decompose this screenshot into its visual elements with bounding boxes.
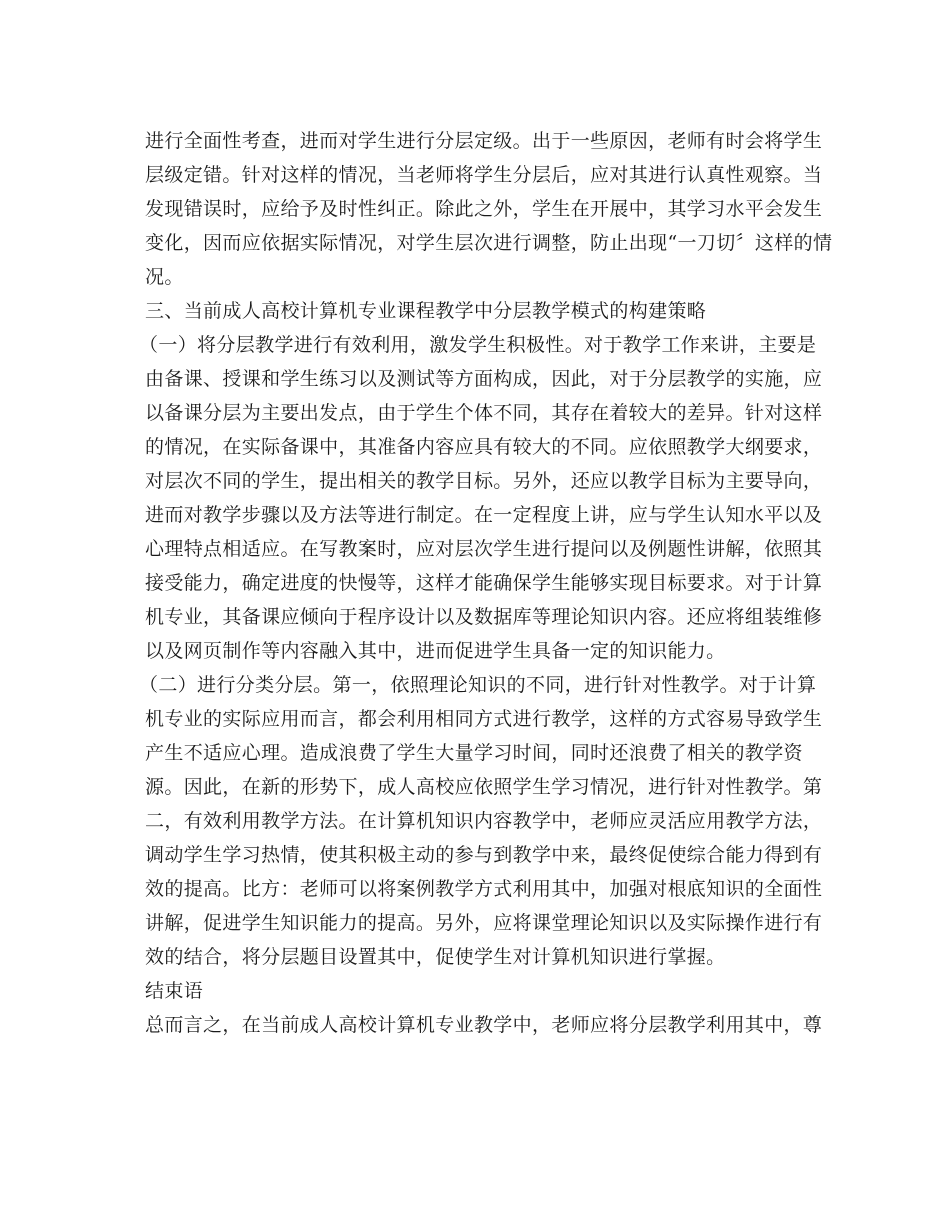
subsection-heading-line: （二）进行分类分层。第一，依照理论知识的不同，进行针对性教学。对于计算 xyxy=(139,674,817,696)
paragraph-line: 讲解，促进学生知识能力的提高。另外，应将课堂理论知识以及实际操作进行有 xyxy=(145,912,823,934)
section-heading: 三、当前成人高校计算机专业课程教学中分层教学模式的构建策略 xyxy=(145,300,707,322)
paragraph-line: 由备课、授课和学生练习以及测试等方面构成，因此，对于分层教学的实施，应 xyxy=(145,368,823,390)
subsection-heading-line: （一）将分层教学进行有效利用，激发学生积极性。对于教学工作来讲，主要是 xyxy=(139,334,817,356)
paragraph-line: 产生不适应心理。造成浪费了学生大量学习时间，同时还浪费了相关的教学资 xyxy=(145,742,803,764)
paragraph-line: 况。 xyxy=(145,266,184,288)
paragraph-line: 以备课分层为主要出发点，由于学生个体不同，其存在着较大的差异。针对这样 xyxy=(145,402,823,424)
paragraph-line: 层级定错。针对这样的情况，当老师将学生分层后，应对其进行认真性观察。当 xyxy=(145,164,823,186)
paragraph-line: 进而对教学步骤以及方法等进行制定。在一定程度上讲，应与学生认知水平以及 xyxy=(145,504,823,526)
paragraph-line: 效的提高。比方：老师可以将案例教学方式利用其中，加强对根底知识的全面性 xyxy=(145,878,823,900)
paragraph-line: 进行全面性考查，进而对学生进行分层定级。出于一些原因，老师有时会将学生 xyxy=(145,130,823,152)
paragraph-line: 的情况，在实际备课中，其准备内容应具有较大的不同。应依照教学大纲要求， xyxy=(145,436,823,458)
paragraph-line: 源。因此，在新的形势下，成人高校应依照学生学习情况，进行针对性教学。第 xyxy=(145,776,823,798)
document-body xyxy=(139,124,833,1042)
paragraph-line: 变化，因而应依据实际情况，对学生层次进行调整，防止出现“一刀切〞这样的情 xyxy=(145,232,833,254)
paragraph-line: 总而言之，在当前成人高校计算机专业教学中，老师应将分层教学利用其中，尊 xyxy=(145,1014,823,1036)
paragraph-line: 发现错误时，应给予及时性纠正。除此之外，学生在开展中，其学习水平会发生 xyxy=(145,198,823,220)
paragraph-line: 调动学生学习热情，使其积极主动的参与到教学中来，最终促使综合能力得到有 xyxy=(145,844,823,866)
paragraph-line: 接受能力，确定进度的快慢等，这样才能确保学生能够实现目标要求。对于计算 xyxy=(145,572,823,594)
paragraph-line: 机专业，其备课应倾向于程序设计以及数据库等理论知识内容。还应将组装维修 xyxy=(145,606,823,628)
paragraph-line: 效的结合，将分层题目设置其中，促使学生对计算机知识进行掌握。 xyxy=(145,946,726,968)
paragraph-line: 以及网页制作等内容融入其中，进而促进学生具备一定的知识能力。 xyxy=(145,640,726,662)
paragraph-line: 心理特点相适应。在写教案时，应对层次学生进行提问以及例题性讲解，依照其 xyxy=(145,538,823,560)
paragraph-line: 机专业的实际应用而言，都会利用相同方式进行教学，这样的方式容易导致学生 xyxy=(145,708,823,730)
conclusion-heading: 结束语 xyxy=(145,980,204,1002)
paragraph-line: 二，有效利用教学方法。在计算机知识内容教学中，老师应灵活应用教学方法， xyxy=(145,810,823,832)
paragraph-line: 对层次不同的学生，提出相关的教学目标。另外，还应以教学目标为主要导向， xyxy=(145,470,823,492)
